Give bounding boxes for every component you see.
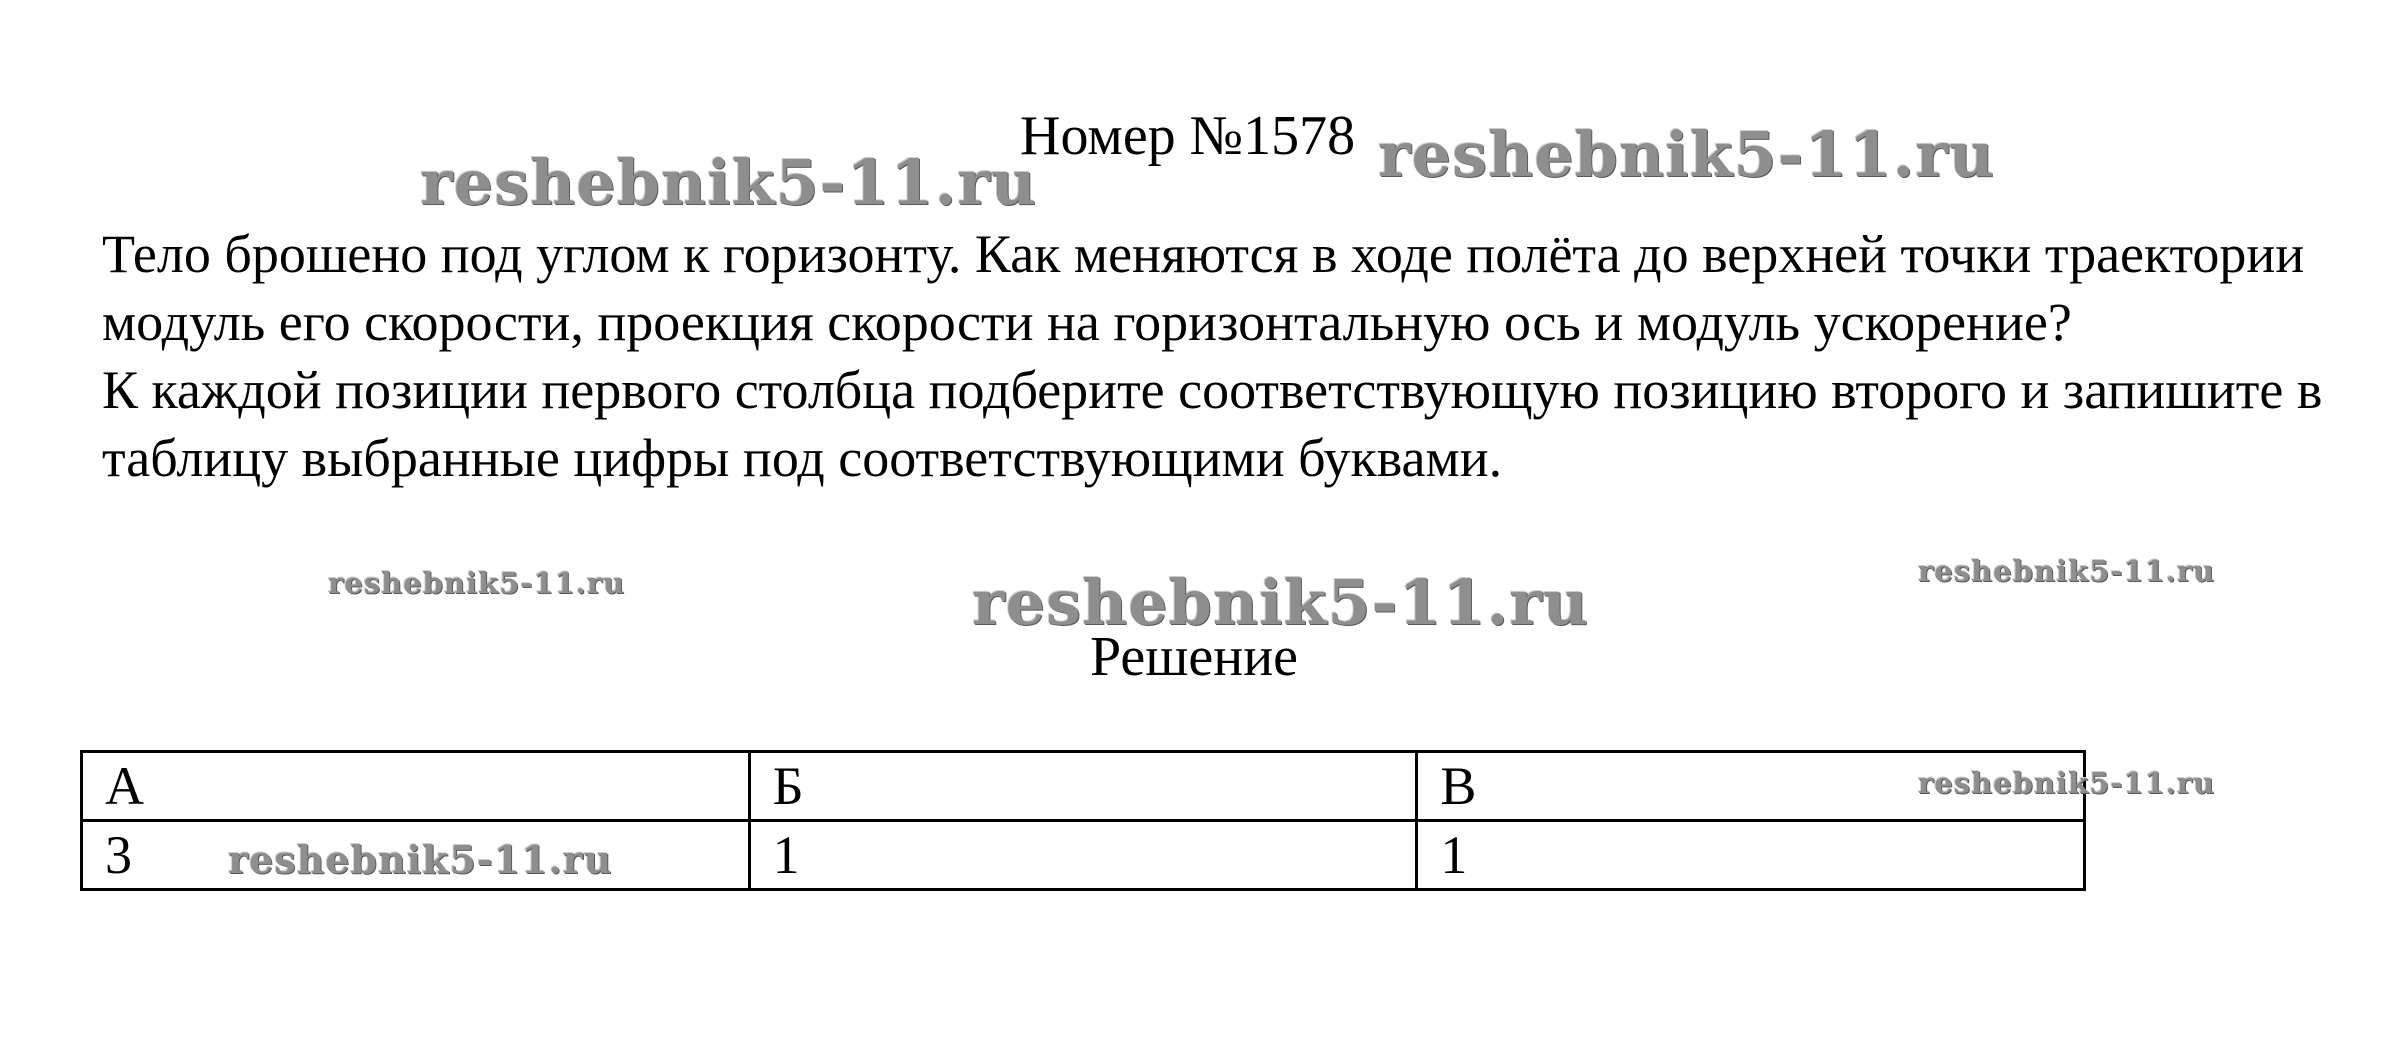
watermark: reshebnik5-11.ru (1918, 554, 2216, 588)
table-header-cell-a: А (82, 752, 750, 821)
problem-title: Номер №1578 (1020, 105, 1356, 167)
table-header-cell-c: В (1417, 752, 2085, 821)
problem-paragraph: Тело брошено под углом к горизонту. Как меняются в ходе полёта до верхней точки траектории модуль его скорости, проекция скорости на горизонтальную ось и модуль ускорение? (102, 224, 2305, 352)
watermark: reshebnik5-11.ru (228, 837, 613, 882)
table-value-cell-b: 1 (749, 821, 1417, 890)
watermark: reshebnik5-11.ru (420, 146, 1037, 219)
watermark: reshebnik5-11.ru (972, 566, 1589, 639)
watermark: reshebnik5-11.ru (328, 566, 626, 600)
table-value-cell-a: 3 (82, 821, 750, 890)
problem-paragraph: К каждой позиции первого столбца подберите соответствующую позицию второго и запишите в таблицу выбранные цифры под соответствующими буквами. (102, 360, 2323, 488)
table-header-cell-b: Б (749, 752, 1417, 821)
problem-statement (102, 220, 2332, 492)
watermark: reshebnik5-11.ru (1378, 118, 1995, 191)
table-value-cell-c: 1 (1417, 821, 2085, 890)
solution-heading: Решение (1090, 626, 1299, 688)
watermark: reshebnik5-11.ru (1918, 766, 2216, 800)
table-header-row (82, 752, 2085, 821)
